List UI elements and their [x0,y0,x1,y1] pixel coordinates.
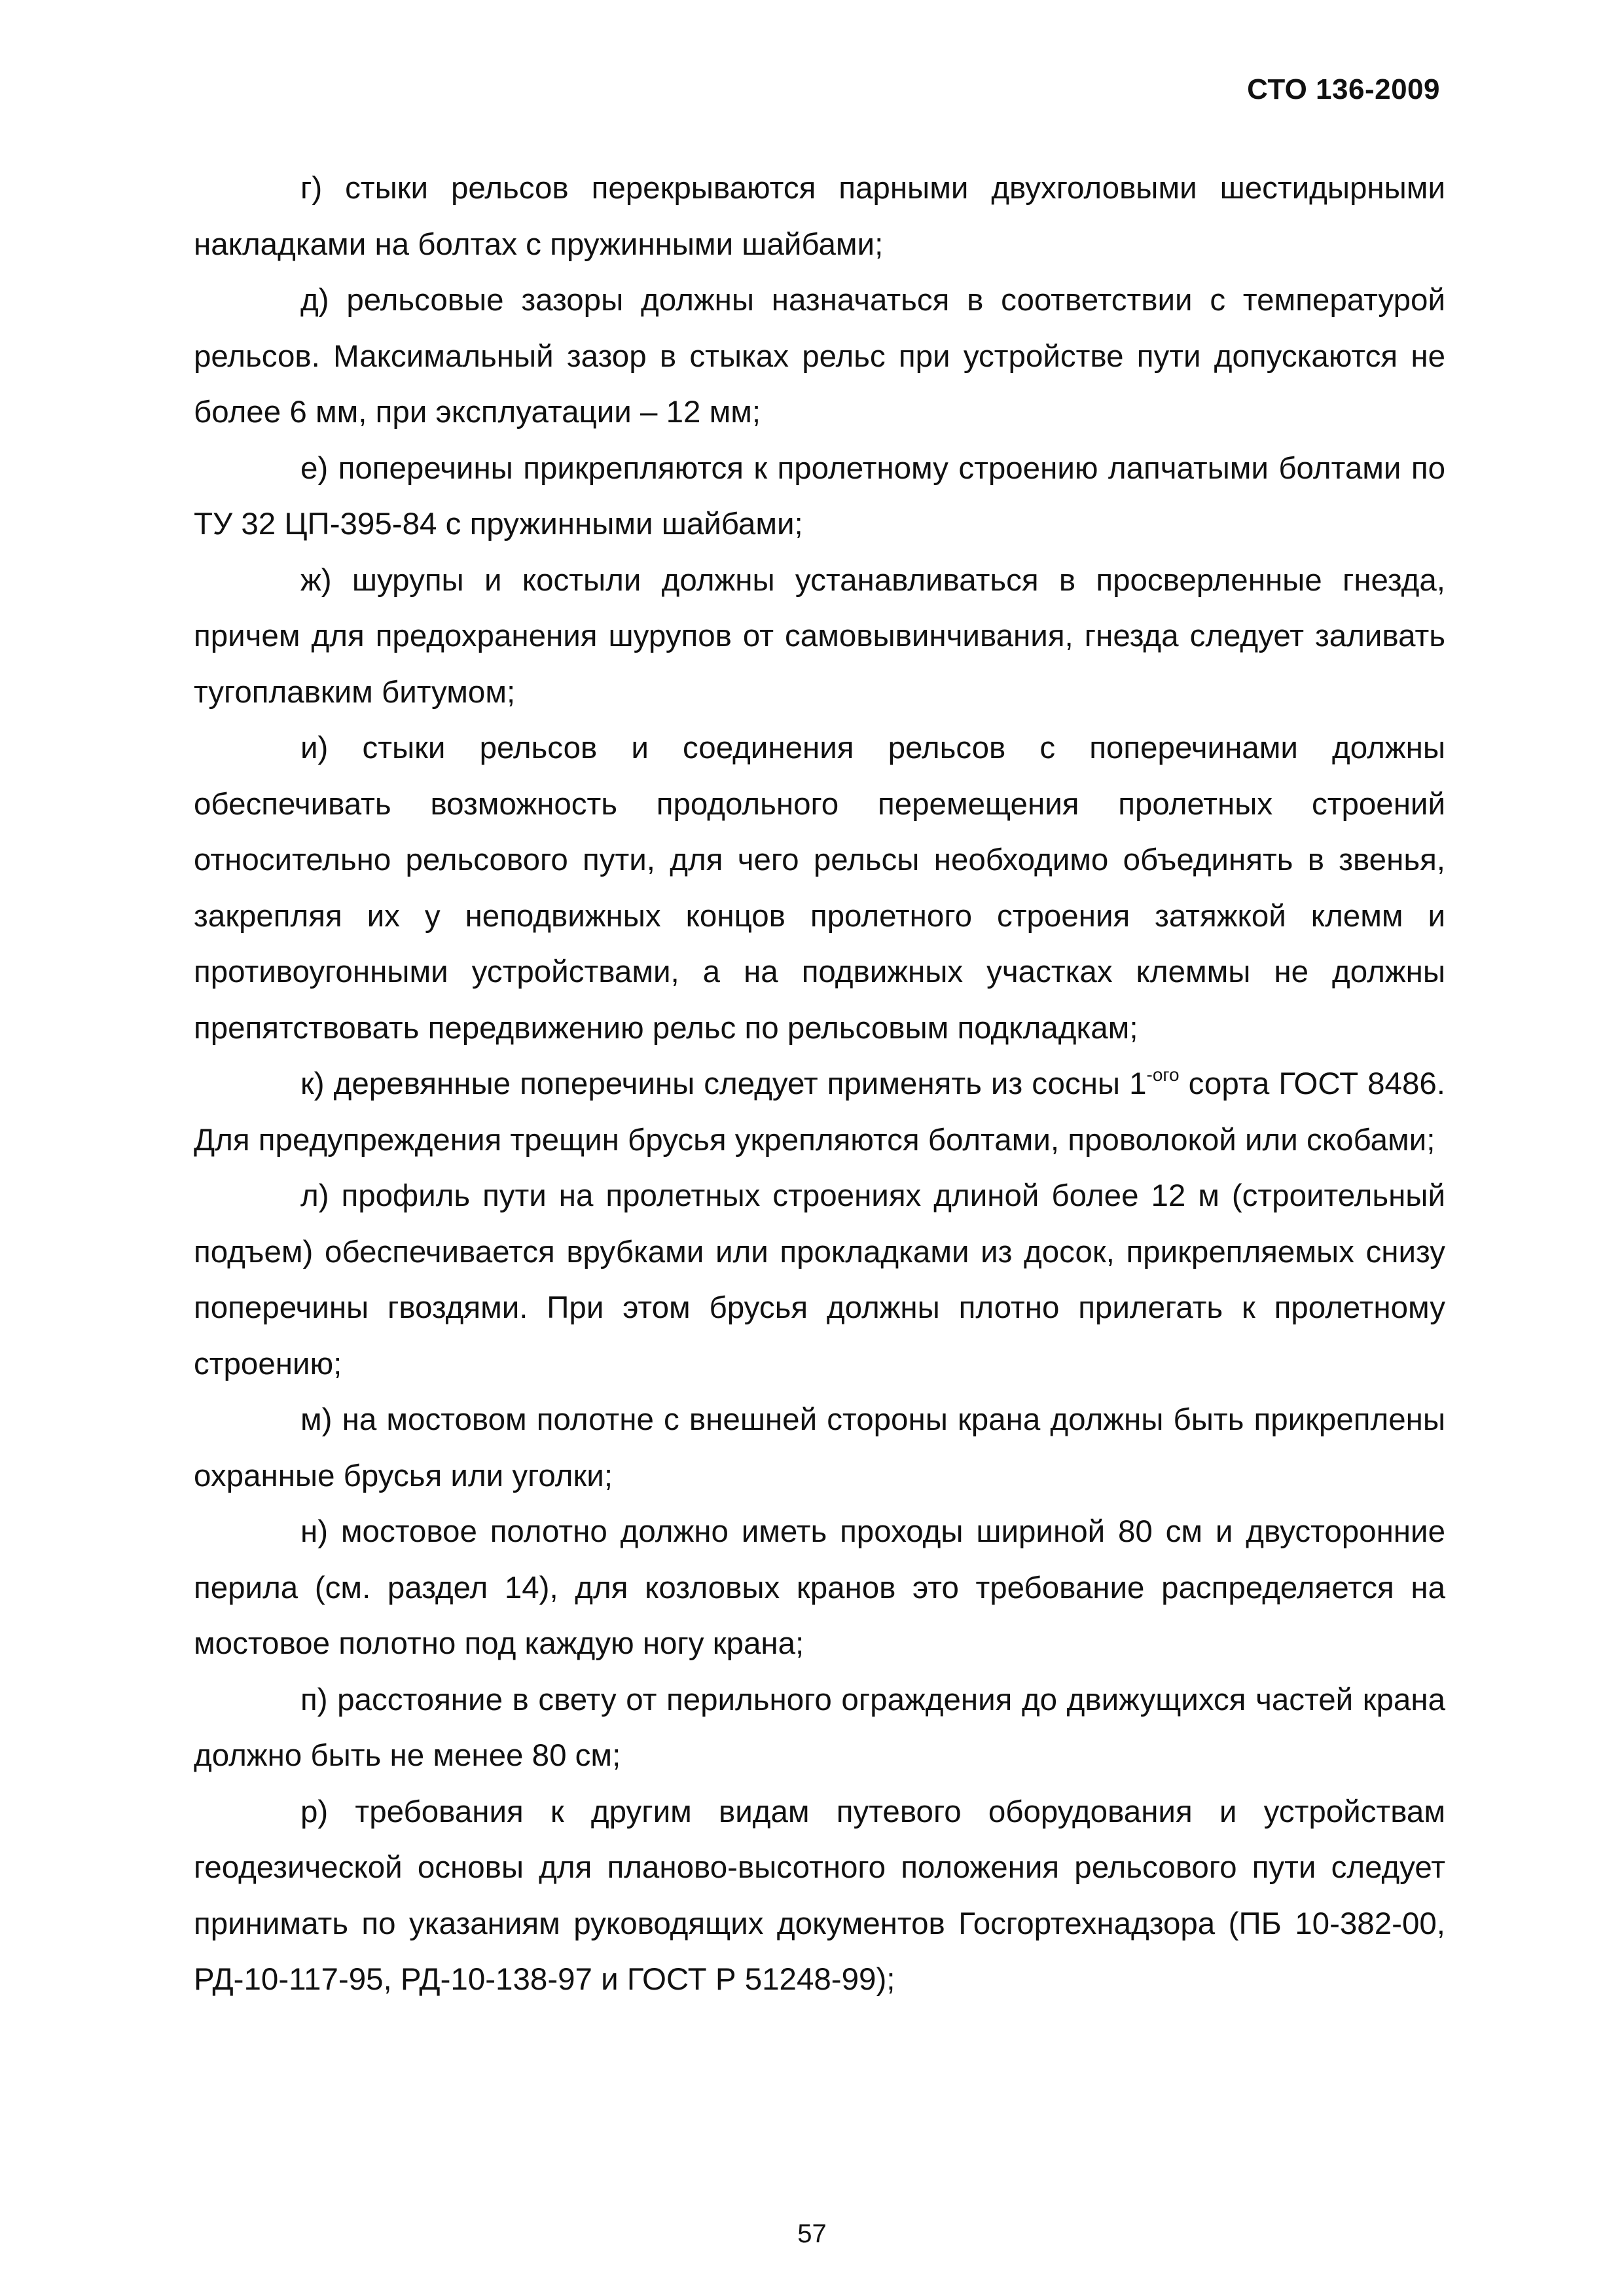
document-code: СТО 136-2009 [1247,73,1440,105]
paragraph-n: н) мостовое полотно должно иметь проходы шириной 80 см и двусторонние перила (см. раздел 14), для козловых кранов это требование распределяется на мостовое полотно под каждую ногу крана; [194,1514,1445,1661]
paragraph-m: м) на мостовом полотне с внешней стороны крана должны быть прикреплены охранные брусья или уголки; [194,1402,1445,1493]
paragraph-k-text-before: к) деревянные поперечины следует применять из сосны 1 [300,1066,1147,1101]
paragraph-zh: ж) шурупы и костыли должны устанавливаться в просверленные гнезда, причем для предохранения шурупов от самовывинчивания, гнезда следует заливать тугоплавким битумом; [194,562,1445,710]
paragraph-g: г) стыки рельсов перекрываются парными двухголовыми шестидырными накладками на болтах с пружинными шайбами; [194,171,1445,262]
paragraph-r: р) требования к другим видам путевого оборудования и устройствам геодезической основы для планово-высотного положения рельсового пути следует принимать по указаниям руководящих документов Госгортехнадзора (ПБ 10-382-00, РД-10-117-95, РД-10-138-97 и ГОСТ Р 51248-99); [194,1794,1445,1997]
paragraph-k-superscript: -ого [1146,1065,1180,1085]
paragraph-d: д) рельсовые зазоры должны назначаться в соответствии с температурой рельсов. Максимальный зазор в стыках рельс при устройстве пути допускаются не более 6 мм, при эксплуатации – 12 мм; [194,283,1445,429]
paragraph-p: п) расстояние в свету от перильного ограждения до движущихся частей крана должно быть не менее 80 см; [194,1682,1445,1773]
paragraph-k-text-after: сорта ГОСТ 8486. Для предупреждения трещин брусья укрепляются болтами, проволокой или скобами; [194,1066,1445,1157]
paragraph-l: л) профиль пути на пролетных строениях длиной более 12 м (строительный подъем) обеспечивается врубками или прокладками из досок, прикрепляемых снизу поперечины гвоздями. При этом брусья должны плотно прилегать к пролетному строению; [194,1178,1445,1381]
page-number: 57 [797,2219,827,2248]
paragraph-e: е) поперечины прикрепляются к пролетному строению лапчатыми болтами по ТУ 32 ЦП-395-84 с пружинными шайбами; [194,450,1445,541]
paragraph-k [194,1056,1445,1168]
body-text [194,160,1445,2008]
paragraph-i: и) стыки рельсов и соединения рельсов с поперечинами должны обеспечивать возможность продольного перемещения пролетных строений относительно рельсового пути, для чего рельсы необходимо объединять в звенья, закрепляя их у неподвижных концов пролетного строения затяжкой клемм и противоугонными устройствами, а на подвижных участках клеммы не должны препятствовать передвижению рельс по рельсовым подкладкам; [194,731,1445,1046]
